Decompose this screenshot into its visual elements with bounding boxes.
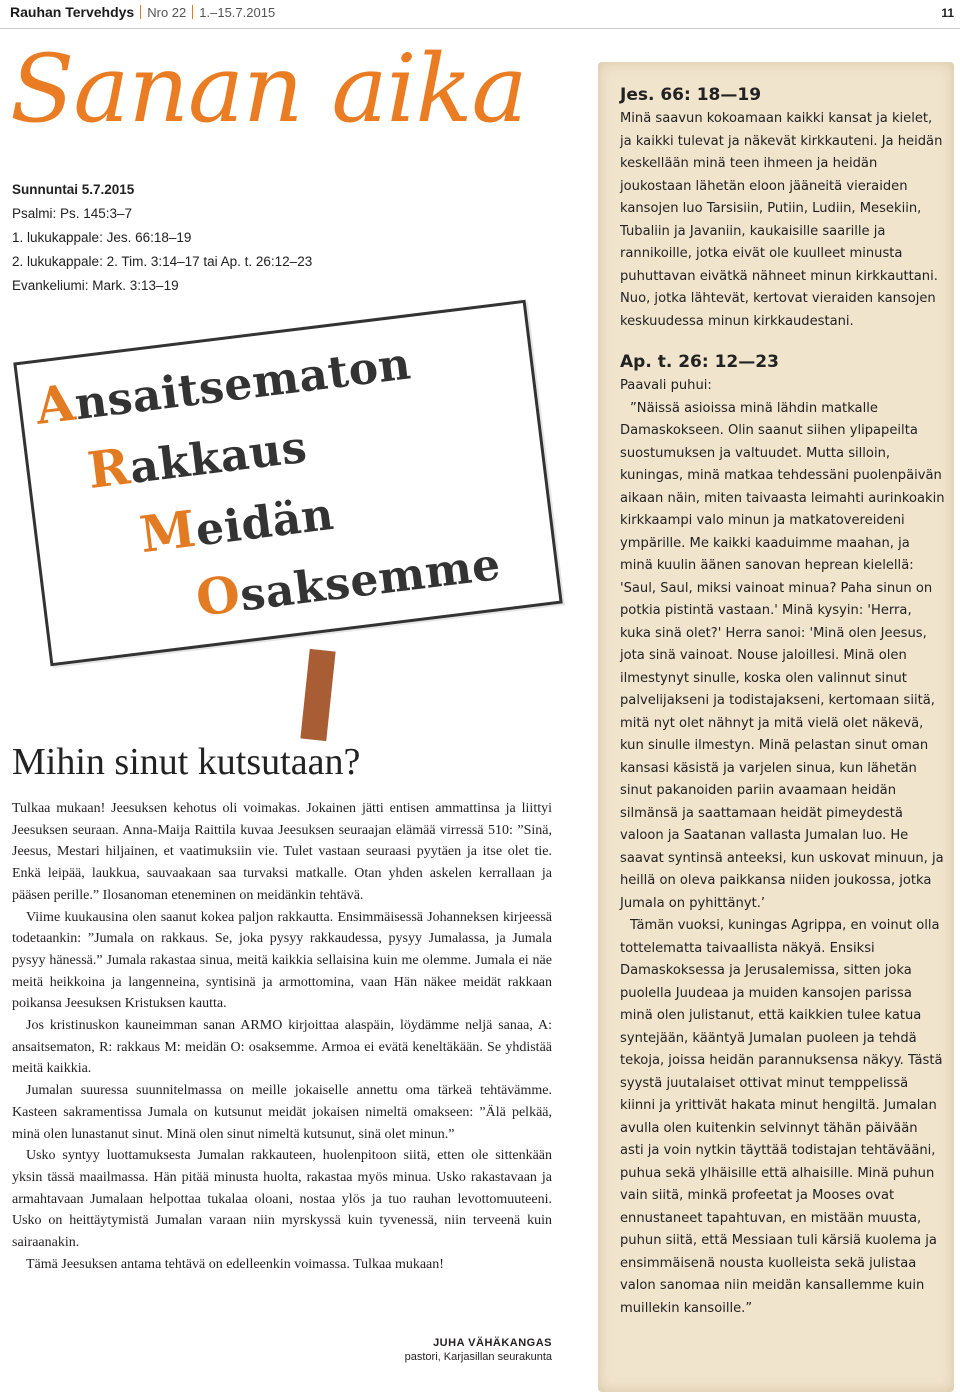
article-paragraph: Tämä Jeesuksen antama tehtävä on edelleenkin voimassa. Tulkaa mukaan! (26, 1256, 444, 1272)
scripture-text-acts: ”Näissä asioissa minä lähdin matkalle Damaskokseen. Olin saanut siihen ylipapeilta suostumuksen ja valtuudet. Mutta silloin, kuningas, minä matkaa tehdessäni puolenpäivän aikaan näin, miten taivaasta leimahti aurinkoakin kirkkaampi valo minun ja matkatovereideni ympärille. Me kaikki kaaduimme maahan, ja minä kuulin äänen sanovan heprean kielellä: 'Saul, Saul, miksi vainoat minua? Paha sinun on potkia pistintä vastaan.' Minä kysyin: 'Herra, kuka sinä olet?' Herra sanoi: 'Minä olen Jeesus, jota sinä vainoat. Nouse jaloillesi. Minä olen ilmestynyt sinulle, koska olen valinnut sinut palvelijakseni ja todistajakseni, kertomaan siitä, mitä nyt olet nähnyt ja mitä vielä olet näkevä, kun sinulle ilmestyn. Minä pelastan sinut oman kansasi käsistä ja varjelen sinua, kun lähetän sinut pakanoiden pariin avaamaan heidän silmänsä ja saattamaan heidät pimeydestä valoon ja Saatanan vallasta Jumalan luo. He saavat syntinsä anteeksi, kun uskovat minuun, ja heillä on oleva paikkansa niiden joukossa, jotka Jumala on pyhittänyt.’ (620, 400, 945, 911)
scripture-column (620, 82, 945, 1320)
scripture-heading-isaiah: Jes. 66: 18—19 (620, 85, 762, 105)
article-body (12, 798, 552, 1275)
readings-gospel: Evankeliumi: Mark. 3:13–19 (12, 278, 179, 293)
readings-psalm: Psalmi: Ps. 145:3–7 (12, 206, 133, 221)
page-number: 11 (941, 6, 954, 20)
issue-number: Nro 22 (147, 5, 187, 20)
author-byline (405, 1336, 552, 1364)
header-rule (0, 28, 960, 29)
sign-line-osaksemme: Osaksemme (192, 538, 504, 628)
page-header (10, 4, 275, 22)
issue-dates: 1.–15.7.2015 (199, 5, 276, 20)
header-divider (140, 5, 141, 19)
article-paragraph: Jumalan suuressa suunnitelmassa on meille jokaiselle annettu oma tärkeä tehtävämme. Kasteen sakramentissa Jumala on kutsunut meidät jokaisen nimeltä omakseen: ”Älä pelkää, minä olen lunastanut sinut. Minä olen sinut nimeltä kutsunut, sinä olet minun.” (12, 1083, 552, 1142)
article-heading: Mihin sinut kutsutaan? (12, 741, 361, 783)
readings-first: 1. lukukappale: Jes. 66:18–19 (12, 230, 192, 245)
publication-name: Rauhan Tervehdys (10, 4, 135, 20)
sign-line-ansaitsematon: Ansaitsematon (32, 338, 414, 436)
readings-date: Sunnuntai 5.7.2015 (12, 182, 135, 197)
sign-line-meidan: Meidän (136, 488, 337, 565)
sign-board (13, 300, 562, 667)
author-role: pastori, Karjasillan seurakunta (404, 1351, 552, 1363)
header-divider (192, 5, 193, 19)
readings-list (12, 178, 312, 298)
article-paragraph: Usko syntyy luottamuksesta Jumalan rakkauteen, huolenpitoon siitä, etten ole sittenkään yksin tässä maailmassa. Hän pitää minusta huolta, rakastaa myös minua. Usko rakastavaan ja armahtavaan Jumalaan helpottaa tukalaa oloani, nostaa ylös ja tuo rauhan levottomuuteeni. Usko on heittäytymistä Jumalan varaan niin myrskyssä kuin tyvenessä, niin terveenä kuin sairaanakin. (12, 1148, 552, 1251)
sign-post (300, 649, 335, 741)
article-paragraph: Viime kuukausina olen saanut kokea paljon rakkautta. Ensimmäisessä Johanneksen kirjeessä todetaankin: ”Jumala on rakkaus. Se, joka pysyy rakkaudessa, pysyy Jumalassa, ja Jumala pysyy hänessä.” Jumala rakastaa sinua, meitä kaikkia sellaisina kuin me olemme. Jumala ei näe meitä heikkoina ja langenneina, syntisinä ja armottomina, vaan Hän näkee meidät rakkaan poikansa Jeesuksen Kristuksen kautta. (12, 909, 552, 1012)
article-paragraph: Jos kristinuskon kauneimman sanan ARMO kirjoittaa alaspäin, löydämme neljä sanaa, A: ansaitsematon, R: rakkaus M: meidän O: osaksemme. Armoa ei evätä keneltäkään. Se yhdistää meitä kaikkia. (12, 1018, 552, 1077)
article-paragraph: Tulkaa mukaan! Jeesuksen kehotus oli voimakas. Jokainen jätti entisen ammattinsa ja liittyi Jeesuksen seuraan. Anna-Maija Raittila kuvaa Jeesuksen seuraajan elämää virressä 510: ”Sinä, Jeesus, Mestari hiljainen, et vaatimuksiin vie. Tulet vastaan seuraasi pyytäen ja itse olet tie. Enkä leipää, laukkua, sauvaakaan saa turvaksi matkalle. Otan yhden askelen kerrallaan ja pääsen perille.” Ilosanoman eteneminen on meidänkin tehtävä. (12, 801, 552, 903)
readings-second: 2. lukukappale: 2. Tim. 3:14–17 tai Ap. t. 26:12–23 (12, 254, 313, 269)
scripture-intro-acts: Paavali puhui: (620, 378, 712, 393)
author-name: JUHA VÄHÄKANGAS (433, 1337, 552, 1349)
page-title: Sanan aika (10, 35, 527, 144)
scripture-heading-acts: Ap. t. 26: 12—23 (620, 352, 779, 372)
scripture-text-isaiah: Minä saavun kokoamaan kaikki kansat ja kielet, ja kaikki tulevat ja näkevät kirkkauteni. Ja heidän keskellään minä teen ihmeen ja heidän joukostaan lähetän eloon jääneitä vieraiden kansojen luo Tarsisiin, Putiin, Ludiin, Mesekiin, Tubaliin ja Javaniin, kaukaisille saarille ja rannikoille, jotka eivät ole kuulleet minusta puhuttavan eivätkä nähneet minun kirkkauttani. Nuo, jotka lähtevät, kertovat vieraiden kansojen keskuudessa minun kirkkaudestani. (620, 111, 943, 329)
scripture-text-acts-continued: Tämän vuoksi, kuningas Agrippa, en voinut olla tottelematta taivaallista näkyä. Ensiksi Damaskoksessa ja Jerusalemissa, sitten joka puolella Juudeaa ja muiden kansojen parissa minä olen julistanut, että kaikkien tulee katua syntejään, kääntyä Jumalan puoleen ja tehdä tekoja, joissa heidän parannuksensa näkyy. Tästä syystä juutalaiset ottivat minut temppelissä kiinni ja yrittivät hakata minut hengiltä. Jumalan avulla olen kuitenkin selvinnyt tähän päivään asti ja voin nytkin täyttää todistajan tehtävääni, puhua sekä ylhäisille että alhaisille. Minä puhun vain siitä, minkä profeetat ja Mooses ovat ennustaneet tapahtuvan, en mistään muusta, puhun siitä, että Messiaan tuli kärsiä kuolema ja ensimmäisenä nousta kuolleista sekä julistaa valon sanomaa niin meidän kansallemme kuin muillekin kansoille.” (620, 918, 943, 1316)
sign-line-rakkaus: Rakkaus (84, 421, 310, 501)
